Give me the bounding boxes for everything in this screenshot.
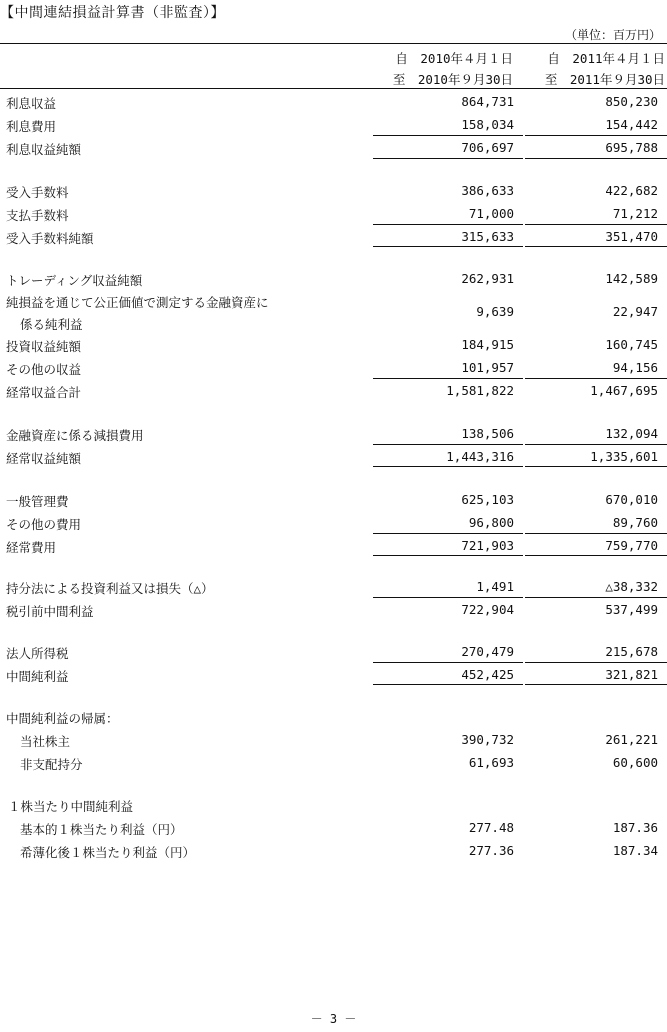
subtotal-rule — [525, 444, 667, 445]
row-value-2011: 261,221 — [605, 732, 658, 747]
row-label: 支払手数料 — [6, 208, 69, 223]
row-value-2010: 625,103 — [461, 492, 514, 507]
subtotal-rule — [525, 662, 667, 663]
row-value-2010: 1,581,822 — [446, 383, 514, 398]
row-label: 金融資産に係る減損費用 — [6, 428, 144, 443]
row-label: 法人所得税 — [6, 646, 69, 661]
row-attribution-heading — [0, 706, 667, 728]
row-label: 純損益を通じて公正価値で測定する金融資産に — [6, 295, 269, 310]
row-ga-expenses — [0, 489, 667, 511]
row-value-2011: 132,094 — [605, 426, 658, 441]
total-rule — [525, 158, 667, 159]
header-top-rule — [0, 43, 667, 44]
row-value-2010: 61,693 — [468, 755, 514, 770]
row-label: その他の費用 — [6, 517, 82, 532]
row-label: １株当たり中間純利益 — [8, 799, 134, 814]
row-value-2011: 187.34 — [612, 843, 658, 858]
row-operating-expenses — [0, 535, 667, 557]
row-value-2011: 1,467,695 — [590, 383, 658, 398]
row-value-2010: 315,633 — [461, 229, 514, 244]
total-rule — [525, 246, 667, 247]
row-value-2011: 670,010 — [605, 492, 658, 507]
total-rule — [373, 555, 523, 556]
row-value-2010: 270,479 — [461, 644, 514, 659]
row-shareholders — [0, 729, 667, 751]
row-label: 希薄化後１株当たり利益（円） — [20, 845, 196, 860]
col1-period-to: 至 2010年９月30日 — [392, 72, 513, 87]
total-rule — [373, 684, 523, 685]
row-fees-received — [0, 180, 667, 202]
row-value-2010: 721,903 — [461, 538, 514, 553]
row-noncontrolling — [0, 752, 667, 774]
row-pretax-income — [0, 599, 667, 621]
subtotal-rule — [373, 224, 523, 225]
row-other-expenses — [0, 512, 667, 534]
row-net-fees — [0, 226, 667, 248]
row-eps-heading — [0, 794, 667, 816]
row-total-operating-income — [0, 380, 667, 402]
row-net-interest-income — [0, 137, 667, 159]
row-other-income — [0, 357, 667, 379]
row-label: 受入手数料純額 — [6, 231, 94, 246]
row-value-2010: 184,915 — [461, 337, 514, 352]
row-value-2010: 277.48 — [468, 820, 514, 835]
subtotal-rule — [373, 597, 523, 598]
row-impairment — [0, 423, 667, 445]
row-income-tax — [0, 641, 667, 663]
header-bottom-rule — [0, 88, 667, 89]
row-value-2010: 262,931 — [461, 271, 514, 286]
row-value-2010: 96,800 — [468, 515, 514, 530]
row-value-2010: 386,633 — [461, 183, 514, 198]
subtotal-rule — [525, 224, 667, 225]
row-label: 利息収益 — [6, 96, 57, 111]
subtotal-rule — [373, 135, 523, 136]
row-label: 一般管理費 — [6, 494, 69, 509]
row-investment-income — [0, 334, 667, 356]
subtotal-rule — [525, 378, 667, 379]
col1-period-from: 自 2010年４月１日 — [395, 51, 513, 66]
row-value-2011: 60,600 — [612, 755, 658, 770]
total-rule — [373, 466, 523, 467]
row-value-2011: 1,335,601 — [590, 449, 658, 464]
subtotal-rule — [373, 378, 523, 379]
row-label: 経常収益純額 — [6, 451, 82, 466]
row-label: 投資収益純額 — [6, 339, 82, 354]
row-net-operating-income — [0, 446, 667, 468]
row-value-2010: 277.36 — [468, 843, 514, 858]
total-rule — [525, 555, 667, 556]
total-rule — [525, 466, 667, 467]
row-value-2011: 154,442 — [605, 117, 658, 132]
subtotal-rule — [525, 597, 667, 598]
total-rule — [373, 246, 523, 247]
row-value-2010: 1,491 — [476, 579, 514, 594]
row-label: 持分法による投資利益又は損失（△） — [6, 581, 214, 596]
row-value-2011: 215,678 — [605, 644, 658, 659]
row-value-2010: 1,443,316 — [446, 449, 514, 464]
row-value-2011: 142,589 — [605, 271, 658, 286]
row-value-2011: 422,682 — [605, 183, 658, 198]
row-value-2011: 351,470 — [605, 229, 658, 244]
row-label: 基本的１株当たり利益（円） — [20, 822, 183, 837]
row-value-2010: 71,000 — [468, 206, 514, 221]
subtotal-rule — [373, 444, 523, 445]
row-label: 中間純利益 — [6, 669, 69, 684]
row-label: 中間純利益の帰属： — [6, 711, 119, 726]
row-label: トレーディング収益純額 — [6, 273, 143, 288]
row-value-2011: 22,947 — [612, 304, 658, 319]
row-net-income — [0, 664, 667, 686]
row-equity-method — [0, 576, 667, 598]
row-label: 税引前中間利益 — [6, 604, 94, 619]
col2-period-to: 至 2011年９月30日 — [544, 72, 665, 87]
row-value-2010: 706,697 — [461, 140, 514, 155]
row-value-2011: 850,230 — [605, 94, 658, 109]
row-label: 利息費用 — [6, 119, 57, 134]
row-value-2010: 452,425 — [461, 667, 514, 682]
row-diluted-eps — [0, 840, 667, 862]
row-value-2011: 94,156 — [612, 360, 658, 375]
row-trading-income — [0, 268, 667, 290]
document-title: 【中間連結損益計算書（非監査）】 — [0, 5, 225, 21]
subtotal-rule — [373, 533, 523, 534]
row-value-2011: 321,821 — [605, 667, 658, 682]
row-value-2010: 101,957 — [461, 360, 514, 375]
row-interest-expense — [0, 114, 667, 136]
row-label: 利息収益純額 — [6, 142, 82, 157]
row-value-2010: 390,732 — [461, 732, 514, 747]
total-rule — [525, 684, 667, 685]
subtotal-rule — [525, 135, 667, 136]
row-fees-paid — [0, 203, 667, 225]
row-value-2010: 158,034 — [461, 117, 514, 132]
row-label: 非支配持分 — [20, 757, 83, 772]
row-fvtpl-gains — [0, 290, 667, 334]
row-label: 受入手数料 — [6, 185, 69, 200]
row-value-2010: 864,731 — [461, 94, 514, 109]
row-label: その他の収益 — [6, 362, 82, 377]
subtotal-rule — [373, 662, 523, 663]
col2-period-from: 自 2011年４月１日 — [547, 51, 665, 66]
row-value-2011: 187.36 — [612, 820, 658, 835]
page-number: － 3 － — [310, 1012, 357, 1026]
row-label-continued: 係る純利益 — [20, 317, 83, 332]
row-value-2011: △38,332 — [605, 579, 658, 594]
row-basic-eps — [0, 817, 667, 839]
row-interest-income — [0, 91, 667, 113]
row-value-2011: 537,499 — [605, 602, 658, 617]
row-value-2010: 722,904 — [461, 602, 514, 617]
row-label: 経常収益合計 — [6, 385, 82, 400]
row-value-2011: 160,745 — [605, 337, 658, 352]
row-value-2011: 71,212 — [612, 206, 658, 221]
row-label: 経常費用 — [6, 540, 57, 555]
row-value-2011: 89,760 — [612, 515, 658, 530]
subtotal-rule — [525, 533, 667, 534]
unit-label: （単位：百万円） — [564, 28, 661, 42]
row-value-2011: 759,770 — [605, 538, 658, 553]
row-value-2011: 695,788 — [605, 140, 658, 155]
row-value-2010: 138,506 — [461, 426, 514, 441]
row-value-2010: 9,639 — [476, 304, 514, 319]
total-rule — [373, 158, 523, 159]
row-label: 当社株主 — [20, 734, 71, 749]
